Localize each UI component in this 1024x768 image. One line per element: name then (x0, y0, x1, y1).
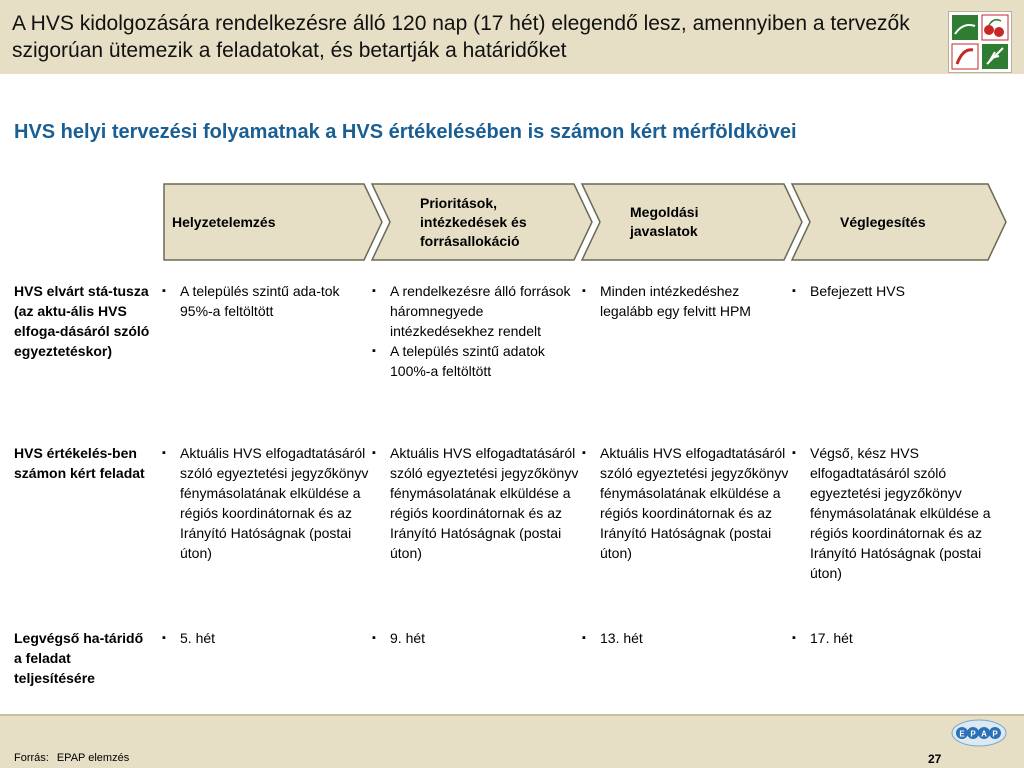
source-text: EPAP elemzés (56, 752, 130, 764)
epap-letter-1: E (959, 729, 965, 739)
epap-letter-3: A (981, 729, 987, 739)
footer-divider (0, 714, 1024, 716)
agriculture-logo-icon (948, 11, 1012, 73)
source-label: Forrás: (14, 752, 49, 764)
list-item: ▪ Befejezett HVS (790, 281, 1000, 301)
list-item: ▪ A település szintű adatok 100%-a feltöltött (370, 341, 580, 381)
cell-task-phase1 (160, 443, 370, 563)
list-item: ▪ Aktuális HVS elfogadtatásáról szóló egyeztetési jegyzőkönyv fénymásolatának elküldése a régiós koordinátornak és az Irányító Hatóságnak (postai úton) (580, 443, 790, 563)
list-item: ▪ A település szintű ada-tok 95%-a feltöltött (160, 281, 360, 321)
cell-status-phase2 (370, 281, 580, 381)
cell-deadline-phase3 (580, 628, 780, 648)
cell-status-phase1 (160, 281, 360, 321)
phase-label-2: Prioritások, intézkedések és forrásallokáció (420, 195, 527, 249)
cell-status-phase4 (790, 281, 1000, 301)
epap-letter-4: P (992, 729, 998, 739)
cell-task-phase4 (790, 443, 1000, 583)
header-band (0, 0, 1024, 74)
cell-task-phase2 (370, 443, 580, 563)
cell-task-phase3 (580, 443, 790, 563)
list-item: ▪ Aktuális HVS elfogadtatásáról szóló egyeztetési jegyzőkönyv fénymásolatának elküldése a régiós koordinátornak és az Irányító Hatóságnak (postai úton) (160, 443, 370, 563)
list-item: ▪ 5. hét (160, 628, 360, 648)
cell-deadline-phase4 (790, 628, 990, 648)
phase-label-3: Megoldási javaslatok (630, 204, 699, 239)
section-subtitle: HVS helyi tervezési folyamatnak a HVS értékelésében is számon kért mérföldkövei (14, 121, 797, 143)
cell-deadline-phase2 (370, 628, 570, 648)
list-item: ▪ 13. hét (580, 628, 780, 648)
row-label-deadline: Legvégső ha-táridő a feladat teljesítésére (14, 630, 144, 686)
row-label-status: HVS elvárt stá-tusza (az aktu-ális HVS elfoga-dásáról szóló egyeztetéskor) (14, 283, 150, 359)
epap-letter-2: P (970, 729, 976, 739)
list-item: ▪ Minden intézkedéshez legalább egy felvitt HPM (580, 281, 790, 321)
list-item: ▪ 17. hét (790, 628, 990, 648)
list-item: ▪ A rendelkezésre álló források háromnegyede intézkedésekhez rendelt (370, 281, 580, 341)
row-label-task: HVS értékelés-ben számon kért feladat (14, 445, 145, 481)
page-number: 27 (928, 752, 942, 766)
slide-title: A HVS kidolgozására rendelkezésre álló 120 nap (17 hét) elegendő lesz, amennyiben a tervezők szigorúan ütemezik a feladatokat, és betartják a határidőket (12, 12, 910, 62)
epap-logo-icon (950, 718, 1008, 748)
phase-label-4: Véglegesítés (840, 214, 926, 230)
list-item: ▪ Végső, kész HVS elfogadtatásáról szóló egyeztetési jegyzőkönyv fénymásolatának elküldése a régiós koordinátornak és az Irányító Hatóságnak (postai úton) (790, 443, 1000, 583)
list-item: ▪ Aktuális HVS elfogadtatásáról szóló egyeztetési jegyzőkönyv fénymásolatának elküldése a régiós koordinátornak és az Irányító Hatóságnak (postai úton) (370, 443, 580, 563)
source-note (14, 752, 129, 764)
footer-band (0, 714, 1024, 768)
cell-status-phase3 (580, 281, 790, 321)
cell-deadline-phase1 (160, 628, 360, 648)
phase-label-1: Helyzetelemzés (172, 214, 276, 230)
list-item: ▪ 9. hét (370, 628, 570, 648)
